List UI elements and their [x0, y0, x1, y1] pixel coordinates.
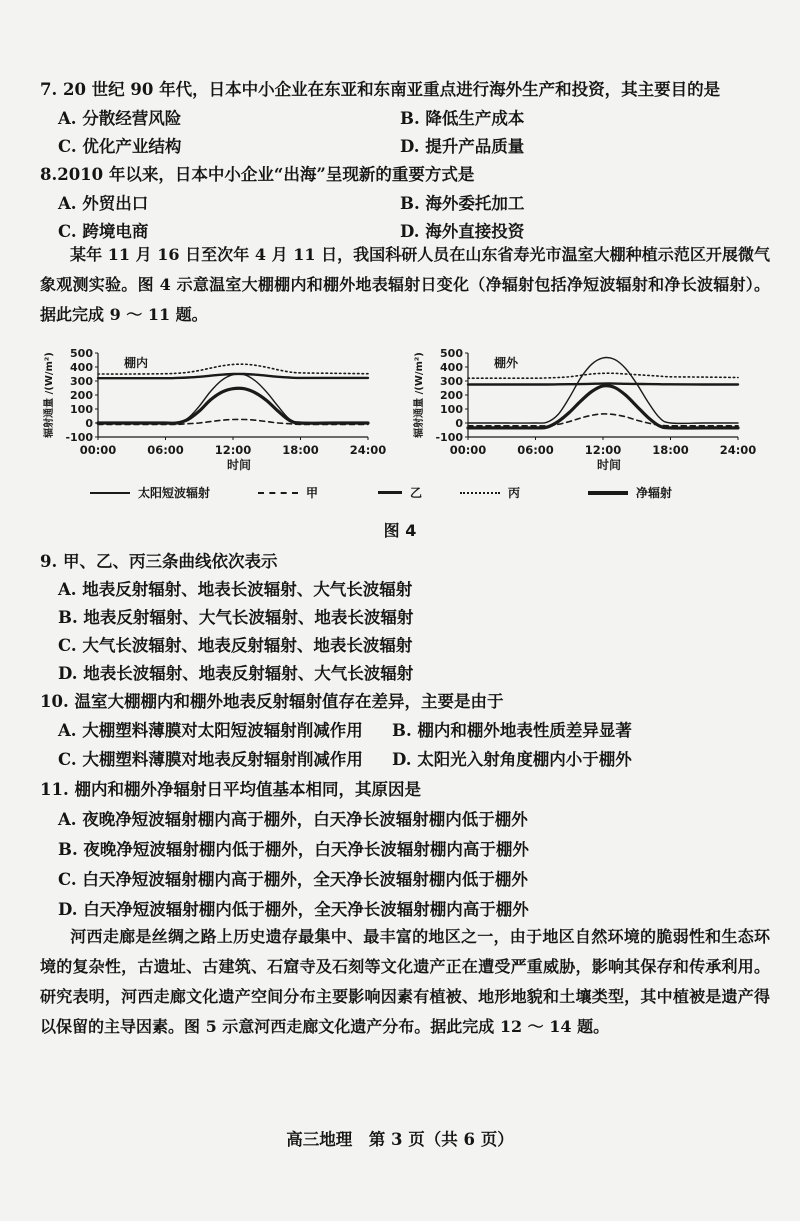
legend-line-dotted — [460, 492, 500, 494]
outside-y-tick-label: -100 — [435, 431, 463, 444]
question-10-option-c: C. 大棚塑料薄膜对地表反射辐射削减作用 — [58, 750, 363, 769]
inside-y-axis-label: 辐射通量 /(W/m²) — [44, 352, 55, 438]
figure-4-title: 图 4 — [383, 521, 417, 540]
question-11-option-d: D. 白天净短波辐射棚内低于棚外，全天净长波辐射棚内高于棚外 — [58, 900, 529, 919]
outside-y-tick-label: 300 — [440, 375, 463, 388]
legend-line-dashed — [258, 492, 298, 494]
inside-x-tick-label: 00:00 — [79, 443, 117, 457]
inside-y-tick-label: 200 — [70, 389, 93, 402]
outside-series-net — [468, 383, 738, 384]
passage-intro-9-11-text: 某年 11 月 16 日至次年 4 月 11 日，我国科研人员在山东省寿光市温室大棚种植示范区开展微气象观测实验。图 4 示意温室大棚棚内和棚外地表辐射日变化（净辐射包括净短波辐射和净长波辐射）。据此完成 9 ～ 11 题。 — [40, 245, 770, 324]
inside-x-tick-label: 24:00 — [349, 443, 387, 457]
chart-outside-greenhouse — [410, 345, 757, 480]
outside-x-axis-label: 时间 — [596, 458, 622, 472]
question-10-option-b: B. 棚内和棚外地表性质差异显著 — [392, 721, 632, 740]
question-8-option-d: D. 海外直接投资 — [400, 222, 525, 241]
legend-label-shortwave: 太阳短波辐射 — [138, 486, 211, 500]
outside-y-tick-label: 400 — [440, 361, 463, 374]
legend-label-net: 净辐射 — [636, 486, 673, 500]
inside-y-tick-label: 0 — [85, 417, 93, 430]
question-8-stem: 8.2010 年以来，日本中小企业“出海”呈现新的重要方式是 — [40, 165, 475, 184]
question-7-option-d: D. 提升产品质量 — [400, 137, 525, 156]
question-7-stem: 7. 20 世纪 90 年代，日本中小企业在东亚和东南亚重点进行海外生产和投资，其主要目的是 — [40, 80, 721, 99]
question-10-stem: 10. 温室大棚棚内和棚外地表反射辐射值存在差异，主要是由于 — [40, 692, 504, 711]
question-8-option-c: C. 跨境电商 — [58, 222, 149, 241]
inside-panel-title: 棚内 — [124, 356, 149, 370]
legend-label-jia: 甲 — [306, 486, 319, 500]
outside-y-tick-label: 100 — [440, 403, 463, 416]
passage-intro-9-11 — [40, 240, 770, 330]
inside-y-tick-label: 400 — [70, 361, 93, 374]
outside-x-tick-label: 00:00 — [449, 443, 487, 457]
inside-y-tick-label: 500 — [70, 347, 93, 360]
outside-panel-title: 棚外 — [494, 356, 519, 370]
outside-y-tick-label: 0 — [455, 417, 463, 430]
inside-x-axis-label: 时间 — [226, 458, 252, 472]
question-7-option-b: B. 降低生产成本 — [400, 109, 525, 128]
outside-series-bing — [468, 373, 738, 378]
inside-series-shortwave — [98, 374, 368, 423]
outside-x-tick-label: 06:00 — [517, 443, 554, 457]
passage-intro-12-14-text: 河西走廊是丝绸之路上历史遗存最集中、最丰富的地区之一，由于地区自然环境的脆弱性和生态环境的复杂性，古遗址、古建筑、石窟寺及石刻等文化遗产正在遭受严重威胁，影响其保存和传承利用。研究表明，河西走廊文化遗产空间分布主要影响因素有植被、地形地貌和土壤类型，其中植被是遗产得以保留的主导因素。图 5 示意河西走廊文化遗产分布。据此完成 12 ～ 14 题。 — [40, 927, 770, 1036]
inside-series-yi — [98, 388, 368, 423]
outside-x-tick-label: 18:00 — [652, 443, 689, 457]
page-footer: 高三地理 第 3 页（共 6 页） — [286, 1130, 514, 1149]
legend-label-bing: 丙 — [508, 486, 521, 500]
question-9-option-d: D. 地表长波辐射、地表反射辐射、大气长波辐射 — [58, 664, 414, 683]
legend-item-jia — [258, 484, 318, 501]
question-7-option-a: A. 分散经营风险 — [58, 109, 182, 128]
outside-x-tick-label: 12:00 — [584, 443, 622, 457]
question-10-option-d: D. 太阳光入射角度棚内小于棚外 — [392, 750, 632, 769]
outside-y-tick-label: 500 — [440, 347, 463, 360]
inside-x-tick-label: 18:00 — [282, 443, 319, 457]
question-8-option-b: B. 海外委托加工 — [400, 194, 525, 213]
outside-y-tick-label: 200 — [440, 389, 463, 402]
outside-series-jia — [468, 414, 738, 426]
legend-line-solid-thin — [90, 492, 130, 494]
inside-y-tick-label: -100 — [65, 431, 93, 444]
question-7-option-c: C. 优化产业结构 — [58, 137, 182, 156]
outside-series-yi — [468, 386, 738, 428]
question-10-option-a: A. 大棚塑料薄膜对太阳短波辐射削减作用 — [58, 721, 363, 740]
legend-label-yi: 乙 — [410, 486, 423, 500]
legend-line-thick — [378, 491, 402, 494]
question-8-option-a: A. 外贸出口 — [58, 194, 149, 213]
question-11-option-c: C. 白天净短波辐射棚内高于棚外，全天净长波辐射棚内低于棚外 — [58, 870, 528, 889]
question-9-option-b: B. 地表反射辐射、大气长波辐射、地表长波辐射 — [58, 608, 414, 627]
inside-x-tick-label: 12:00 — [214, 443, 252, 457]
chart-inside-greenhouse — [40, 345, 387, 480]
inside-x-tick-label: 06:00 — [147, 443, 184, 457]
legend-item-net — [588, 484, 672, 501]
legend-item-bing — [460, 484, 520, 501]
inside-y-tick-label: 100 — [70, 403, 93, 416]
outside-y-axis-label: 辐射通量 /(W/m²) — [414, 352, 425, 438]
legend-item-yi — [378, 484, 422, 501]
question-11-option-a: A. 夜晚净短波辐射棚内高于棚外，白天净长波辐射棚内低于棚外 — [58, 810, 528, 829]
question-9-option-a: A. 地表反射辐射、地表长波辐射、大气长波辐射 — [58, 580, 413, 599]
outside-x-tick-label: 24:00 — [719, 443, 757, 457]
question-11-option-b: B. 夜晚净短波辐射棚内低于棚外，白天净长波辐射棚内高于棚外 — [58, 840, 529, 859]
question-9-stem: 9. 甲、乙、丙三条曲线依次表示 — [40, 552, 278, 571]
inside-y-tick-label: 300 — [70, 375, 93, 388]
legend-line-bold — [588, 491, 628, 495]
legend-item-shortwave — [90, 484, 210, 501]
passage-intro-12-14 — [40, 922, 770, 1042]
question-11-stem: 11. 棚内和棚外净辐射日平均值基本相同，其原因是 — [40, 780, 421, 799]
question-9-option-c: C. 大气长波辐射、地表反射辐射、地表长波辐射 — [58, 636, 413, 655]
